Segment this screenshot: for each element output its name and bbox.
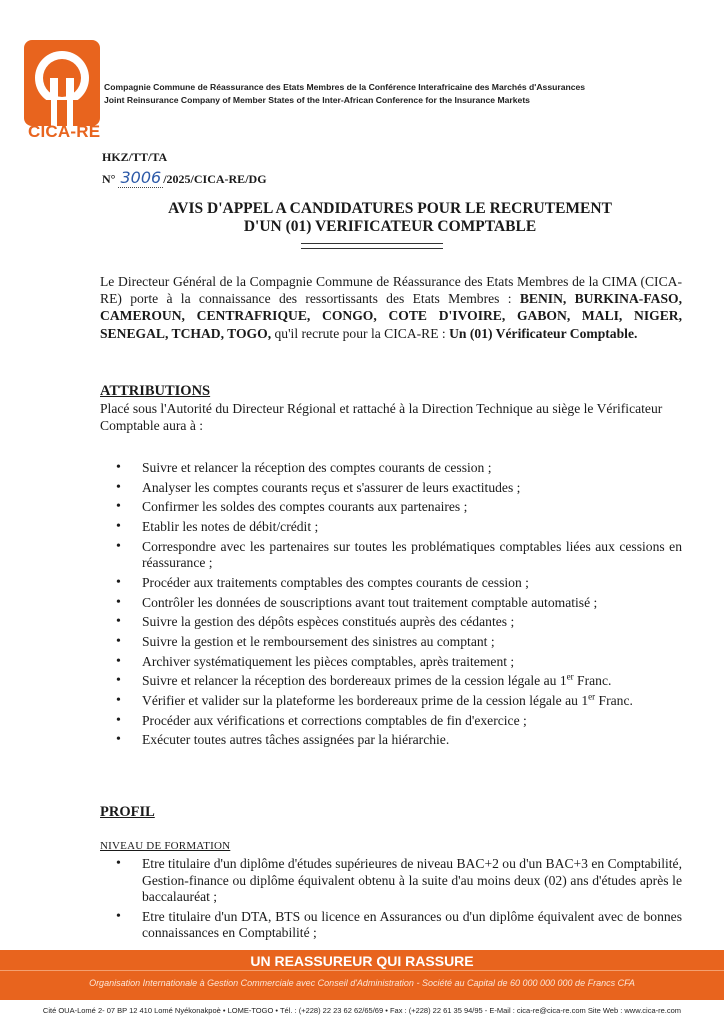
footer-address: Cité OUA-Lomé 2- 07 BP 12 410 Lomé Nyékonakpoè • LOME-TOGO • Tél. : (+228) 22 23 62 62/65/69 • Fax : (+228) 22 61 35 94/95 - E-Mail : cica-re@cica-re.com Site Web : www.cica-re.com [42,1006,682,1015]
attributions-intro: Placé sous l'Autorité du Directeur Régional et rattaché à la Direction Technique au siège le Vérificateur Comptable aura à : [100,401,663,434]
company-name-fr: Compagnie Commune de Réassurance des Etats Membres de la Conférence Interafricaine des Marchés d'Assurances [104,82,586,92]
intro-position: Un (01) Vérificateur Comptable. [449,325,638,341]
list-item: • Suivre la gestion des dépôts espèces constitués auprès des cédantes ; [100,614,682,631]
niveau-formation-subheading: NIVEAU DE FORMATION [100,840,231,852]
list-item: • Etablir les notes de débit/crédit ; [100,519,682,536]
attributions-heading: ATTRIBUTIONS [100,383,211,399]
superscript: er [566,671,574,682]
intro-text-2: qu'il recrute pour la CICA-RE : [271,325,450,341]
list-item: • Suivre et relancer la réception des comptes courants de cession ; [100,460,682,477]
notice-title [100,200,680,236]
list-item: • Etre titulaire d'un diplôme d'études supérieures de niveau BAC+2 ou d'un BAC+3 en Comptabilité, Gestion-finance ou diplôme équivalent obtenu à la suite d'au moins deux (02) ans d'études après le baccalauréat ; [100,856,682,906]
intro-paragraph [100,273,682,342]
list-item: • Analyser les comptes courants reçus et s'assurer de leurs exactitudes ; [100,480,682,497]
footer-divider [0,970,724,971]
list-item: • Confirmer les soldes des comptes courants aux partenaires ; [100,499,682,516]
footer-legal-line: Organisation Internationale à Gestion Commerciale avec Conseil d'Administration - Société au Capital de 60 000 000 000 de Francs CFA [89,978,635,988]
list-item: • Etre titulaire d'un DTA, BTS ou licence en Assurances ou d'un diplôme équivalent avec de bonnes connaissances en Comptabilité ; [100,909,682,942]
reference-code: HKZ/TT/TA [102,150,168,164]
intro-countries: BENIN, BURKINA-FASO, CAMEROUN, CENTRAFRIQUE, CONGO, COTE D'IVOIRE, GABON, MALI, NIGER, SENEGAL, TCHAD, TOGO, [100,291,682,341]
list-item [100,673,682,690]
intro-text-1: Le Directeur Général de la Compagnie Commune de Réassurance des Etats Membres de la CIMA (CICA-RE) porte à la connaissance des ressortissants des Etats Membres : [100,274,682,307]
title-line-2: D'UN (01) VERIFICATEUR COMPTABLE [243,218,537,235]
number-suffix: /2025/CICA-RE/DG [163,172,267,186]
list-item-text: Vérifier et valider sur la plateforme les bordereaux prime de la cession légale au 1 [142,693,589,709]
profil-heading: PROFIL [100,804,155,820]
attributions-list [100,460,682,752]
list-item: • Exécuter toutes autres tâches assignées par la hiérarchie. [100,732,682,749]
list-item: • Contrôler les données de souscriptions avant tout traitement comptable automatisé ; [100,595,682,612]
list-item: • Suivre la gestion et le remboursement des sinistres au comptant ; [100,634,682,651]
cica-re-logo [24,40,100,126]
superscript: er [588,691,596,702]
number-prefix: N° [102,172,116,186]
company-name [104,81,704,107]
title-line-1: AVIS D'APPEL A CANDIDATURES POUR LE RECRUTEMENT [168,200,612,217]
logo-text: CICA-RE [28,122,101,141]
list-item-text: Franc. [595,693,633,709]
list-item: • Procéder aux vérifications et corrections comptables de fin d'exercice ; [100,713,682,730]
letter-number [102,168,267,187]
list-item-text: Franc. [573,673,612,689]
company-name-en: Joint Reinsurance Company of Member States of the Inter-African Conference for the Insurance Markets [104,95,530,105]
letterhead [0,0,724,150]
handwritten-number: 3006 [120,168,162,187]
list-item: • Archiver systématiquement les pièces comptables, après traitement ; [100,654,682,671]
title-double-rule [301,243,443,249]
list-item: • Correspondre avec les partenaires sur toutes les problématiques comptables liées aux cessions en réassurance ; [100,539,682,572]
list-item [100,693,682,710]
list-item-text: Suivre et relancer la réception des bordereaux primes de la cession légale au 1 [142,673,567,689]
profil-list [100,856,682,945]
footer-slogan: UN REASSUREUR QUI RASSURE [250,953,474,969]
list-item: • Procéder aux traitements comptables des comptes courants de cession ; [100,575,682,592]
